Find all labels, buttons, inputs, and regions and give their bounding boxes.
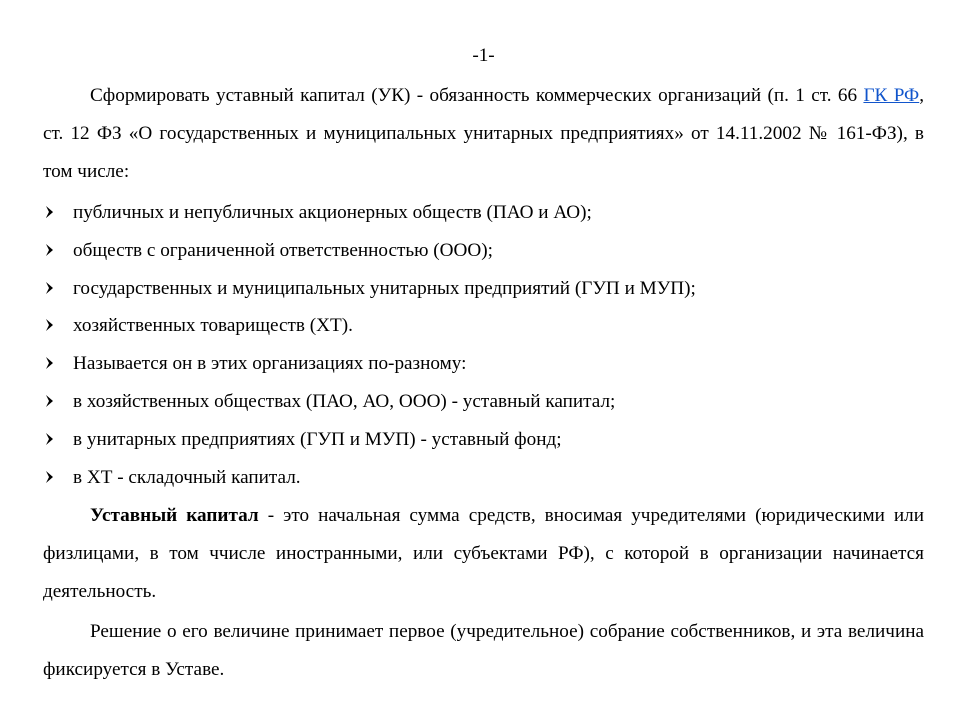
list-item-text: публичных и непубличных акционерных обществ (ПАО и АО); (73, 202, 592, 223)
list-item-text: в хозяйственных обществах (ПАО, АО, ООО) - уставный капитал; (73, 390, 616, 412)
intro-text-after-link: , ст. 12 ФЗ «О государственных и муниципальных унитарных предприятиях» от 14.11.2002 № 161-ФЗ), в том числе: (43, 85, 924, 182)
list-item-text: в ХТ - складочный капитал. (73, 466, 301, 488)
list-item-text: в унитарных предприятиях (ГУП и МУП) - уставный фонд; (73, 428, 562, 450)
closing-paragraph (43, 613, 924, 689)
arrow-checkmark-icon (45, 194, 63, 232)
list-item-text: государственных и муниципальных унитарных предприятий (ГУП и МУП); (73, 277, 696, 299)
arrow-checkmark-icon (45, 232, 63, 270)
intro-paragraph (43, 77, 924, 190)
gk-rf-link[interactable]: ГК РФ (863, 85, 920, 106)
list-item (43, 307, 924, 345)
list-item (43, 459, 924, 497)
definition-text: - это начальная сумма средств, вносимая учредителями (юридическими или физлицами, в том ччисле иностранными, или субъектами РФ), с которой в организации начинается деятельность. (43, 505, 924, 602)
list-item (43, 270, 924, 308)
definition-paragraph (43, 497, 924, 610)
document-page (43, 0, 924, 720)
list-item-text: хозяйственных товариществ (ХТ). (73, 315, 353, 337)
list-item-text: обществ с ограниченной ответственностью (ООО); (73, 239, 493, 261)
list-item-text: Называется он в этих организациях по-разному: (73, 353, 467, 375)
arrow-checkmark-icon (45, 383, 63, 421)
arrow-checkmark-icon (45, 459, 63, 497)
arrow-checkmark-icon (45, 421, 63, 459)
arrow-checkmark-icon (45, 270, 63, 308)
closing-text: Решение о его величине принимает первое (учредительное) собрание собственников, и эта величина фиксируется в Уставе. (43, 621, 924, 680)
bullet-list (43, 194, 924, 496)
list-item (43, 232, 924, 270)
list-item (43, 345, 924, 383)
arrow-checkmark-icon (45, 345, 63, 383)
list-item (43, 383, 924, 421)
page-number: -1- (472, 45, 495, 66)
list-item (43, 194, 924, 232)
list-item (43, 421, 924, 459)
arrow-checkmark-icon (45, 307, 63, 345)
intro-text-before-link: Сформировать уставный капитал (УК) - обязанность коммерческих организаций (п. 1 ст. 66 (90, 85, 864, 106)
definition-term: Уставный капитал (90, 505, 259, 526)
